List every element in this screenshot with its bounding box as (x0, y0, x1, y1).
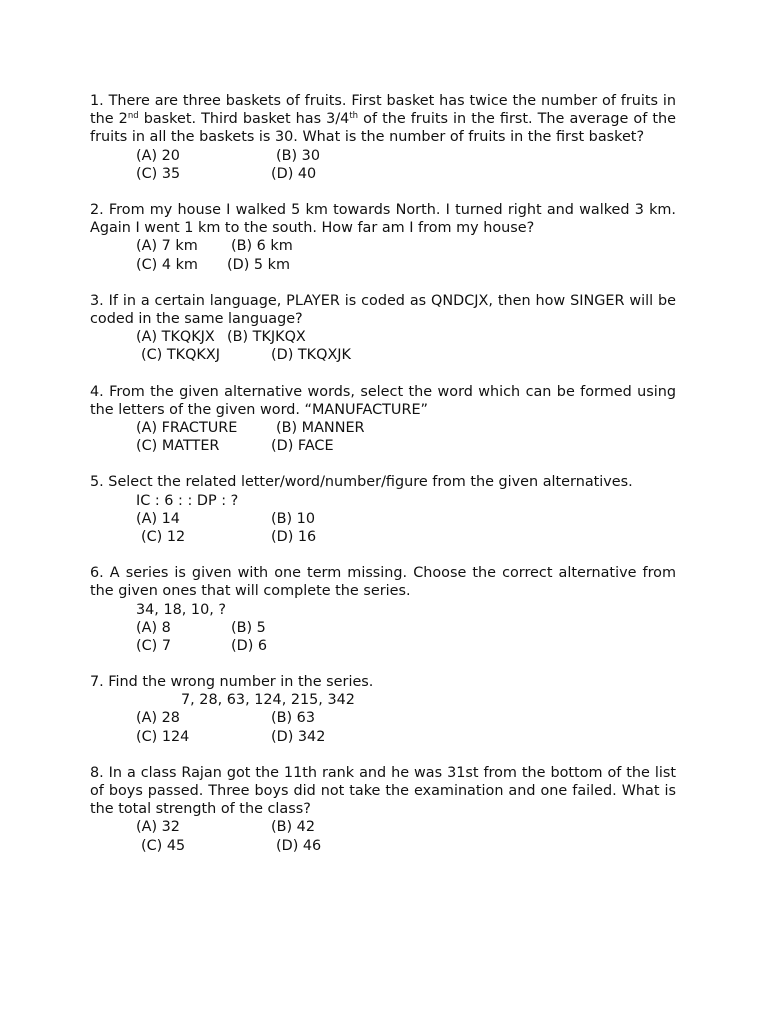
options-row (90, 147, 676, 165)
option-d: (D) TKQXJK (271, 347, 351, 364)
question-sheet (90, 92, 676, 873)
question-3 (90, 292, 676, 365)
question-6 (90, 564, 676, 655)
superscript-nd: nd (127, 111, 139, 122)
options-row (90, 256, 676, 274)
option-d: (D) 342 (271, 728, 326, 745)
question-1 (90, 92, 676, 183)
option-a: (A) 8 (136, 619, 171, 636)
option-a: (A) 14 (136, 510, 180, 527)
options-row (90, 419, 676, 437)
option-a: (A) 7 km (136, 238, 198, 255)
options-row (90, 728, 676, 746)
option-c: (C) 124 (136, 728, 190, 745)
option-d: (D) 40 (271, 165, 317, 182)
question-2-text: 2. From my house I walked 5 km towards North. I turned right and walked 3 km. Again I went 1 km to the south. How far am I from my house? (90, 201, 676, 237)
option-c: (C) 4 km (136, 256, 198, 273)
option-b: (B) TKJKQX (227, 329, 306, 346)
option-c: (C) MATTER (136, 438, 220, 455)
question-8-text: 8. In a class Rajan got the 11th rank and he was 31st from the bottom of the list of boys passed. Three boys did not take the examination and one failed. What is the total strength of the class? (90, 764, 676, 818)
option-a: (A) FRACTURE (136, 419, 238, 436)
option-d: (D) 16 (271, 528, 317, 545)
question-7-series: 7, 28, 63, 124, 215, 342 (181, 692, 355, 709)
question-7 (90, 673, 676, 746)
question-6-series: 34, 18, 10, ? (136, 601, 227, 618)
option-d: (D) 6 (231, 637, 268, 654)
options-row (90, 709, 676, 727)
question-5-analogy: IC : 6 : : DP : ? (136, 492, 239, 509)
options-row (90, 346, 676, 364)
options-row (90, 637, 676, 655)
options-row (90, 165, 676, 183)
options-row (90, 510, 676, 528)
option-a: (A) TKQKJX (136, 329, 215, 346)
option-a: (A) 20 (136, 147, 180, 164)
option-c: (C) 45 (141, 837, 186, 854)
option-c: (C) 7 (136, 637, 172, 654)
option-b: (B) 6 km (231, 238, 293, 255)
option-b: (B) 30 (276, 147, 320, 164)
question-2 (90, 201, 676, 274)
options-row (90, 328, 676, 346)
question-7-text: 7. Find the wrong number in the series. (90, 674, 374, 691)
options-row (90, 818, 676, 836)
options-row (90, 237, 676, 255)
option-b: (B) 5 (231, 619, 266, 636)
question-5 (90, 473, 676, 546)
options-row (90, 837, 676, 855)
question-4 (90, 383, 676, 456)
option-b: (B) 63 (271, 710, 315, 727)
options-row (90, 437, 676, 455)
question-8 (90, 764, 676, 855)
options-row (90, 619, 676, 637)
question-5-text: 5. Select the related letter/word/number/figure from the given alternatives. (90, 474, 633, 491)
question-1-text: 1. There are three baskets of fruits. First basket has twice the number of fruits in the 2nd basket. Third basket has 3/4th of the fruits in the first. The average of the fruits in all the baskets is 30. What is the number of fruits in the first basket? (90, 93, 676, 146)
superscript-th: th (349, 111, 359, 122)
option-c: (C) TKQKXJ (141, 347, 220, 364)
option-c: (C) 12 (141, 528, 186, 545)
question-6-text: 6. A series is given with one term missing. Choose the correct alternative from the given ones that will complete the series. (90, 565, 676, 600)
option-d: (D) FACE (271, 438, 334, 455)
option-a: (A) 32 (136, 819, 180, 836)
option-a: (A) 28 (136, 710, 180, 727)
options-row (90, 528, 676, 546)
option-b: (B) 42 (271, 819, 315, 836)
option-b: (B) MANNER (276, 419, 365, 436)
option-b: (B) 10 (271, 510, 315, 527)
option-d: (D) 46 (276, 837, 322, 854)
question-3-text: 3. If in a certain language, PLAYER is coded as QNDCJX, then how SINGER will be coded in the same language? (90, 292, 676, 327)
option-d: (D) 5 km (227, 256, 290, 273)
option-c: (C) 35 (136, 165, 181, 182)
question-4-text: 4. From the given alternative words, select the word which can be formed using the letters of the given word. “MANUFACTURE” (90, 383, 676, 418)
